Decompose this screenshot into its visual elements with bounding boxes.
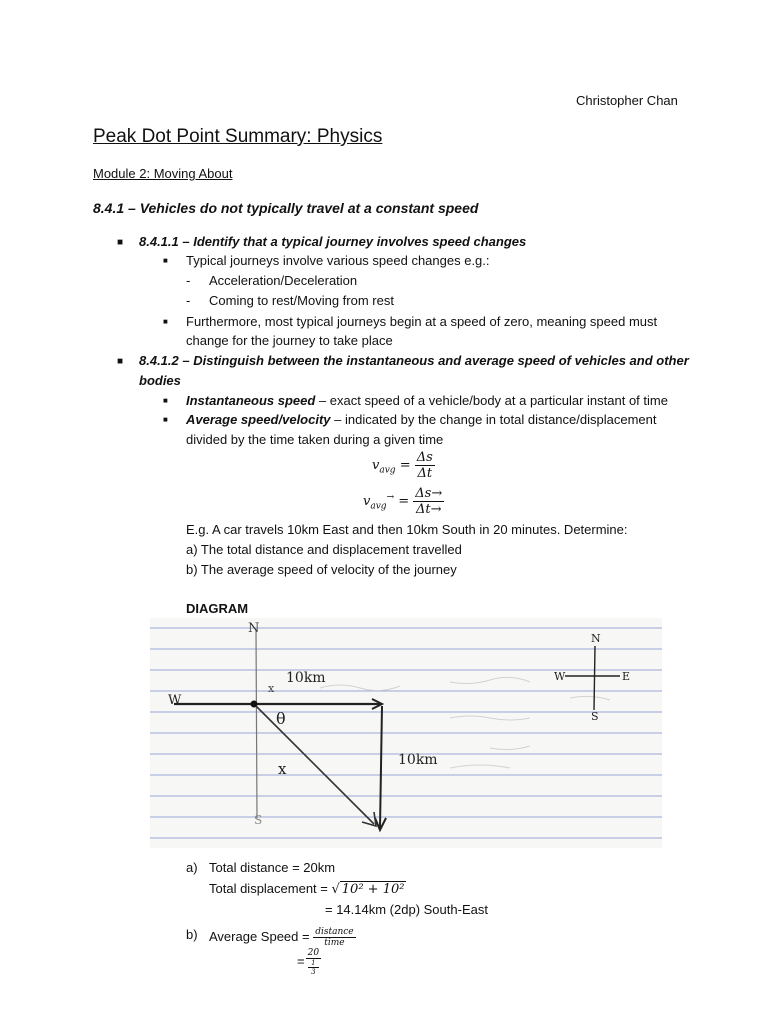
answer-a-line2: Total displacement = √ 10² + 10² — [209, 881, 405, 897]
answer-b-line2: = 20 1 3 — [297, 948, 320, 976]
page-title: Peak Dot Point Summary: Physics — [93, 126, 383, 147]
handwritten-diagram — [150, 618, 662, 848]
dash-icon: - — [186, 293, 191, 308]
answer-a-line1: Total distance = 20km — [209, 860, 336, 875]
average-speed-term: Average speed/velocity — [186, 412, 331, 427]
average-speed-text-line2: divided by the time taken during a given time — [186, 432, 444, 447]
diagram-svg — [150, 618, 662, 848]
item-8-4-1-2-title-line2: bodies — [139, 373, 181, 388]
bullet-icon: ■ — [163, 415, 168, 424]
item1-sub2-line2: change for the journey to take place — [186, 333, 393, 348]
example-line3: b) The average speed of velocity of the journey — [186, 562, 457, 577]
distance-south-label: 10km — [398, 752, 438, 768]
formula-average-velocity: $v_{avg}^\to$ = $\frac{\Delta s\to}{\Delta t\to}$ — [363, 486, 443, 517]
item1-sub2-line1: Furthermore, most typical journeys begin at a speed of zero, meaning speed must — [186, 314, 658, 329]
module-heading: Module 2: Moving About — [93, 166, 233, 181]
author-name: Christopher Chan — [576, 93, 678, 108]
answer-a-label: a) — [186, 860, 198, 875]
item1-sub1: Typical journeys involve various speed changes e.g.: — [186, 253, 490, 268]
answer-a-line3: = 14.14km (2dp) South-East — [325, 902, 488, 917]
average-speed-text: – indicated by the change in total distance/displacement — [330, 412, 657, 427]
angle-theta-label: θ — [276, 709, 286, 728]
example-line2: a) The total distance and displacement travelled — [186, 542, 462, 557]
answer-b-label: b) — [186, 927, 198, 942]
instantaneous-speed-text: – exact speed of a vehicle/body at a particular instant of time — [315, 393, 668, 408]
item-8-4-1-1-title: 8.4.1.1 – Identify that a typical journey involves speed changes — [139, 234, 527, 249]
bullet-icon: ■ — [163, 396, 168, 405]
sqrt-expression: 10² + 10² — [341, 882, 405, 897]
section-heading: 8.4.1 – Vehicles do not typically travel at a constant speed — [93, 200, 479, 216]
item-8-4-1-2-title-line1: 8.4.1.2 – Distinguish between the instantaneous and average speed of vehicles and other — [139, 353, 689, 368]
bullet-icon: ■ — [117, 356, 124, 367]
example-line1: E.g. A car travels 10km East and then 10km South in 20 minutes. Determine: — [186, 522, 628, 537]
item1-dash1: Acceleration/Deceleration — [209, 273, 358, 288]
compass-north: N — [591, 632, 601, 645]
compass-east: E — [622, 670, 631, 683]
item1-dash2: Coming to rest/Moving from rest — [209, 293, 394, 308]
compass-south: S — [591, 710, 599, 723]
instantaneous-speed-term: Instantaneous speed — [186, 393, 316, 408]
diagram-label: DIAGRAM — [186, 601, 249, 616]
answer-b-average-speed: Average Speed = $\frac{\text{distance}}{\text{time}}$ — [209, 927, 354, 948]
formula-average-speed: $v_{avg}$ = $\frac{\Delta s}{\Delta t}$ — [372, 450, 433, 481]
distance-east-label: 10km — [286, 670, 326, 686]
dash-icon: - — [186, 273, 191, 288]
bullet-icon: ■ — [117, 237, 124, 248]
instantaneous-speed-definition — [186, 393, 668, 408]
angle-mark: x — [268, 682, 275, 695]
hypotenuse-label: x — [278, 760, 287, 778]
bullet-icon: ■ — [163, 317, 168, 326]
compass-west: W — [554, 670, 566, 683]
bullet-icon: ■ — [163, 256, 168, 265]
south-label-faint: S — [254, 813, 263, 827]
north-label: N — [248, 621, 260, 636]
average-speed-definition — [186, 412, 656, 427]
west-label: W — [168, 693, 182, 708]
